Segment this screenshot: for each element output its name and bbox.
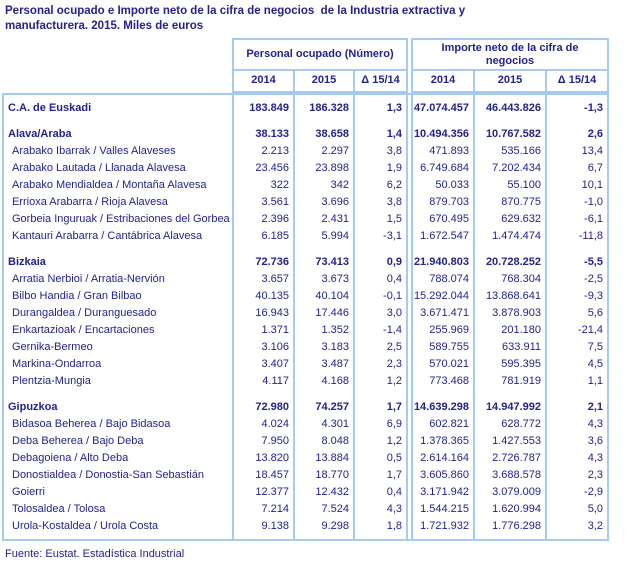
personal-delta-cell: 6,2	[353, 177, 408, 194]
table-row	[2, 211, 609, 228]
importe-2015-cell: 3.688.578	[473, 467, 545, 484]
column-group-importe	[411, 38, 609, 93]
personal-2015-cell: 3.183	[293, 339, 353, 356]
table-row	[2, 254, 609, 271]
personal-2015-cell: 9.298	[293, 518, 353, 535]
importe-2015-cell: 629.632	[473, 211, 545, 228]
page-title	[0, 0, 632, 34]
table-row	[2, 501, 609, 518]
table-row	[2, 143, 609, 160]
personal-delta-cell	[353, 535, 408, 539]
table-row	[2, 288, 609, 305]
personal-delta-cell: 1,5	[353, 211, 408, 228]
table-spacer-row	[2, 390, 609, 399]
importe-2014-cell: 3.171.942	[411, 484, 473, 501]
subheader-importe-delta: Δ 15/14	[557, 74, 597, 86]
personal-delta-cell: 0,4	[353, 271, 408, 288]
importe-2014-cell: 3.671.471	[411, 305, 473, 322]
region-label: Markina-Ondarroa	[2, 356, 232, 373]
group-title-importe: Importe neto de la cifra de negocios	[413, 40, 607, 71]
personal-2014-cell: 23.456	[232, 160, 293, 177]
importe-delta-cell: 3,6	[545, 433, 609, 450]
personal-2014-cell: 183.849	[232, 100, 293, 117]
personal-2015-cell: 74.257	[293, 399, 353, 416]
personal-delta-cell: 3,0	[353, 305, 408, 322]
importe-delta-cell: -1,0	[545, 194, 609, 211]
personal-2014-cell: 6.185	[232, 228, 293, 245]
table-spacer-row	[2, 117, 609, 126]
importe-2015-cell: 10.767.582	[473, 126, 545, 143]
importe-2014-cell: 570.021	[411, 356, 473, 373]
personal-2015-cell: 7.524	[293, 501, 353, 518]
importe-delta-cell	[545, 245, 609, 254]
personal-2015-cell: 12.432	[293, 484, 353, 501]
personal-2014-cell: 4.024	[232, 416, 293, 433]
table-row	[2, 416, 609, 433]
table-row	[2, 228, 609, 245]
region-label: Bizkaia	[2, 254, 232, 271]
personal-2014-cell: 1.371	[232, 322, 293, 339]
region-label: Kantauri Arabarra / Cantábrica Alavesa	[2, 228, 232, 245]
table-row	[2, 518, 609, 535]
importe-2015-cell: 14.947.992	[473, 399, 545, 416]
importe-2014-cell: 1.672.547	[411, 228, 473, 245]
personal-2014-cell: 40.135	[232, 288, 293, 305]
personal-2014-cell: 72.980	[232, 399, 293, 416]
table-row	[2, 305, 609, 322]
subheader-personal-2015: 2015	[295, 71, 355, 91]
region-label: Arabako Lautada / Llanada Alavesa	[2, 160, 232, 177]
table-spacer-row	[2, 535, 609, 539]
subheader-personal-2014: 2014	[234, 71, 295, 91]
importe-2015-cell: 2.726.787	[473, 450, 545, 467]
importe-2015-cell: 55.100	[473, 177, 545, 194]
personal-2015-cell: 2.297	[293, 143, 353, 160]
personal-2015-cell	[293, 117, 353, 126]
importe-2015-cell: 3.878.903	[473, 305, 545, 322]
importe-delta-cell: 10,1	[545, 177, 609, 194]
personal-2014-cell: 4.117	[232, 373, 293, 390]
importe-2014-cell: 1.544.215	[411, 501, 473, 518]
personal-2014-cell	[232, 117, 293, 126]
personal-2015-cell: 8.048	[293, 433, 353, 450]
personal-2014-cell	[232, 535, 293, 539]
personal-delta-cell: 1,2	[353, 433, 408, 450]
importe-2015-cell	[473, 245, 545, 254]
importe-2015-cell: 768.304	[473, 271, 545, 288]
personal-2015-cell: 17.446	[293, 305, 353, 322]
table-spacer-row	[2, 245, 609, 254]
region-label	[2, 390, 232, 399]
importe-delta-cell: -6,1	[545, 211, 609, 228]
personal-2015-cell: 38.658	[293, 126, 353, 143]
importe-2014-cell: 14.639.298	[411, 399, 473, 416]
personal-delta-cell: 3,8	[353, 143, 408, 160]
importe-2015-cell: 20.728.252	[473, 254, 545, 271]
personal-2015-cell	[293, 535, 353, 539]
importe-delta-cell	[545, 117, 609, 126]
personal-2015-cell: 3.673	[293, 271, 353, 288]
personal-delta-cell: 1,2	[353, 373, 408, 390]
personal-2014-cell: 12.377	[232, 484, 293, 501]
personal-2015-cell: 3.487	[293, 356, 353, 373]
personal-2014-cell: 322	[232, 177, 293, 194]
personal-2015-cell	[293, 390, 353, 399]
personal-2014-cell: 38.133	[232, 126, 293, 143]
table-row	[2, 160, 609, 177]
table-row	[2, 100, 609, 117]
importe-delta-cell: -2,9	[545, 484, 609, 501]
region-label: Donostialdea / Donostia-San Sebastián	[2, 467, 232, 484]
importe-delta-cell: -1,3	[545, 100, 609, 117]
region-label: Bilbo Handia / Gran Bilbao	[2, 288, 232, 305]
personal-2015-cell: 342	[293, 177, 353, 194]
personal-2014-cell: 7.950	[232, 433, 293, 450]
importe-2014-cell: 255.969	[411, 322, 473, 339]
importe-2014-cell: 471.893	[411, 143, 473, 160]
personal-2014-cell: 2.396	[232, 211, 293, 228]
importe-2015-cell: 1.427.553	[473, 433, 545, 450]
importe-2015-cell: 7.202.434	[473, 160, 545, 177]
importe-2014-cell: 788.074	[411, 271, 473, 288]
table-row	[2, 356, 609, 373]
importe-2015-cell: 870.775	[473, 194, 545, 211]
personal-2014-cell: 3.561	[232, 194, 293, 211]
importe-delta-cell: 13,4	[545, 143, 609, 160]
importe-delta-cell	[545, 390, 609, 399]
importe-2014-cell: 602.821	[411, 416, 473, 433]
importe-delta-cell: 2,6	[545, 126, 609, 143]
page-title-line1: Personal ocupado e Importe neto de la cifra de negocios de la Industria extractiva y	[5, 5, 466, 17]
table-row	[2, 126, 609, 143]
region-label	[2, 245, 232, 254]
table-row	[2, 399, 609, 416]
personal-2015-cell: 13.884	[293, 450, 353, 467]
importe-delta-cell: 4,3	[545, 450, 609, 467]
region-label: Enkartazioak / Encartaciones	[2, 322, 232, 339]
importe-2014-cell: 3.605.860	[411, 467, 473, 484]
personal-delta-cell	[353, 117, 408, 126]
importe-2015-cell: 3.079.009	[473, 484, 545, 501]
importe-2014-cell: 10.494.356	[411, 126, 473, 143]
importe-2015-cell: 13.868.641	[473, 288, 545, 305]
region-label	[2, 535, 232, 539]
region-label: Gernika-Bermeo	[2, 339, 232, 356]
importe-2014-cell: 879.703	[411, 194, 473, 211]
region-label: Gipuzkoa	[2, 399, 232, 416]
personal-delta-cell: 1,8	[353, 518, 408, 535]
personal-2015-cell: 3.696	[293, 194, 353, 211]
personal-2014-cell: 9.138	[232, 518, 293, 535]
importe-2014-cell	[411, 117, 473, 126]
subheader-personal-delta: Δ 15/14	[361, 74, 400, 86]
region-label: C.A. de Euskadi	[2, 100, 232, 117]
column-group-personal	[232, 38, 408, 93]
importe-2014-cell: 1.378.365	[411, 433, 473, 450]
personal-delta-cell: 0,4	[353, 484, 408, 501]
personal-2014-cell: 3.657	[232, 271, 293, 288]
region-label: Durangaldea / Duranguesado	[2, 305, 232, 322]
importe-2015-cell: 46.443.826	[473, 100, 545, 117]
importe-delta-cell: 5,6	[545, 305, 609, 322]
personal-2015-cell: 4.168	[293, 373, 353, 390]
region-label: Arabako Ibarrak / Valles Alaveses	[2, 143, 232, 160]
region-label: Bidasoa Beherea / Bajo Bidasoa	[2, 416, 232, 433]
importe-2015-cell	[473, 535, 545, 539]
personal-delta-cell: 6,9	[353, 416, 408, 433]
importe-delta-cell: -21,4	[545, 322, 609, 339]
importe-delta-cell: 5,0	[545, 501, 609, 518]
importe-2014-cell	[411, 245, 473, 254]
personal-delta-cell: 1,4	[353, 126, 408, 143]
importe-delta-cell	[545, 535, 609, 539]
importe-2014-cell: 15.292.044	[411, 288, 473, 305]
importe-delta-cell: 2,1	[545, 399, 609, 416]
personal-2014-cell: 16.943	[232, 305, 293, 322]
personal-delta-cell: 1,3	[353, 100, 408, 117]
importe-2014-cell: 670.495	[411, 211, 473, 228]
personal-2015-cell: 23.898	[293, 160, 353, 177]
table-row	[2, 450, 609, 467]
region-label: Alava/Araba	[2, 126, 232, 143]
region-label: Plentzia-Mungia	[2, 373, 232, 390]
importe-2014-cell: 47.074.457	[411, 100, 473, 117]
personal-2014-cell: 7.214	[232, 501, 293, 518]
table-header	[2, 38, 609, 93]
personal-delta-cell: 1,9	[353, 160, 408, 177]
table-row	[2, 433, 609, 450]
personal-delta-cell: 0,9	[353, 254, 408, 271]
importe-2015-cell: 535.166	[473, 143, 545, 160]
personal-2015-cell: 186.328	[293, 100, 353, 117]
table-row	[2, 322, 609, 339]
header-label-spacer	[2, 38, 232, 93]
personal-delta-cell: 2,5	[353, 339, 408, 356]
importe-2015-cell: 595.395	[473, 356, 545, 373]
importe-2014-cell	[411, 390, 473, 399]
importe-2014-cell: 773.468	[411, 373, 473, 390]
personal-2015-cell: 2.431	[293, 211, 353, 228]
table-row	[2, 373, 609, 390]
table-row	[2, 467, 609, 484]
personal-delta-cell	[353, 245, 408, 254]
personal-2014-cell: 72.736	[232, 254, 293, 271]
importe-delta-cell: 4,5	[545, 356, 609, 373]
table-row	[2, 271, 609, 288]
importe-delta-cell: 7,5	[545, 339, 609, 356]
personal-delta-cell: -1,4	[353, 322, 408, 339]
importe-2015-cell: 1.474.474	[473, 228, 545, 245]
region-label: Gorbeia Inguruak / Estribaciones del Gorbea	[2, 211, 232, 228]
region-label: Arratia Nerbioi / Arratia-Nervión	[2, 271, 232, 288]
importe-delta-cell: -5,5	[545, 254, 609, 271]
importe-delta-cell: 4,3	[545, 416, 609, 433]
region-label: Urola-Kostaldea / Urola Costa	[2, 518, 232, 535]
importe-2014-cell: 1.721.932	[411, 518, 473, 535]
personal-2014-cell: 3.407	[232, 356, 293, 373]
source-note: Fuente: Eustat. Estadística Industrial	[5, 548, 185, 560]
personal-2014-cell: 3.106	[232, 339, 293, 356]
importe-delta-cell: -2,5	[545, 271, 609, 288]
region-label: Deba Beherea / Bajo Deba	[2, 433, 232, 450]
importe-delta-cell: 3,2	[545, 518, 609, 535]
importe-delta-cell: -9,3	[545, 288, 609, 305]
importe-2014-cell: 50.033	[411, 177, 473, 194]
personal-2015-cell: 1.352	[293, 322, 353, 339]
importe-delta-cell: 6,7	[545, 160, 609, 177]
personal-delta-cell: -3,1	[353, 228, 408, 245]
group-title-personal: Personal ocupado (Número)	[234, 40, 406, 71]
personal-2015-cell	[293, 245, 353, 254]
importe-delta-cell: 1,1	[545, 373, 609, 390]
importe-2015-cell: 1.620.994	[473, 501, 545, 518]
personal-2014-cell: 2.213	[232, 143, 293, 160]
importe-delta-cell: -11,8	[545, 228, 609, 245]
importe-2015-cell	[473, 390, 545, 399]
table-row	[2, 194, 609, 211]
table-body	[2, 93, 609, 541]
data-table	[2, 38, 609, 541]
personal-delta-cell: 3,8	[353, 194, 408, 211]
importe-2015-cell: 201.180	[473, 322, 545, 339]
importe-2014-cell: 2.614.164	[411, 450, 473, 467]
region-label: Errioxa Arabarra / Rioja Alavesa	[2, 194, 232, 211]
importe-2015-cell	[473, 117, 545, 126]
personal-delta-cell: -0,1	[353, 288, 408, 305]
region-label: Tolosaldea / Tolosa	[2, 501, 232, 518]
subheader-row-personal	[234, 71, 406, 91]
personal-2014-cell	[232, 390, 293, 399]
page-title-line2: manufacturera. 2015. Miles de euros	[5, 20, 204, 32]
importe-2014-cell: 589.755	[411, 339, 473, 356]
personal-2015-cell: 18.770	[293, 467, 353, 484]
region-label: Debagoiena / Alto Deba	[2, 450, 232, 467]
subheader-row-importe	[413, 71, 607, 91]
importe-2015-cell: 1.776.298	[473, 518, 545, 535]
personal-2015-cell: 73.413	[293, 254, 353, 271]
personal-2015-cell: 40.104	[293, 288, 353, 305]
region-label: Goierri	[2, 484, 232, 501]
importe-2015-cell: 628.772	[473, 416, 545, 433]
importe-delta-cell: 2,3	[545, 467, 609, 484]
personal-2015-cell: 4.301	[293, 416, 353, 433]
subheader-importe-2015: 2015	[475, 71, 547, 91]
region-label: Arabako Mendialdea / Montaña Alavesa	[2, 177, 232, 194]
subheader-importe-2014: 2014	[413, 71, 475, 91]
personal-2015-cell: 5.994	[293, 228, 353, 245]
personal-delta-cell	[353, 390, 408, 399]
personal-delta-cell: 2,3	[353, 356, 408, 373]
personal-delta-cell: 0,5	[353, 450, 408, 467]
importe-2015-cell: 781.919	[473, 373, 545, 390]
personal-delta-cell: 1,7	[353, 467, 408, 484]
personal-2014-cell	[232, 245, 293, 254]
table-row	[2, 177, 609, 194]
personal-delta-cell: 4,3	[353, 501, 408, 518]
personal-2014-cell: 13.820	[232, 450, 293, 467]
personal-2014-cell: 18.457	[232, 467, 293, 484]
table-row	[2, 339, 609, 356]
importe-2014-cell: 21.940.803	[411, 254, 473, 271]
personal-delta-cell: 1,7	[353, 399, 408, 416]
region-label	[2, 117, 232, 126]
table-row	[2, 484, 609, 501]
importe-2014-cell: 6.749.684	[411, 160, 473, 177]
importe-2014-cell	[411, 535, 473, 539]
importe-2015-cell: 633.911	[473, 339, 545, 356]
